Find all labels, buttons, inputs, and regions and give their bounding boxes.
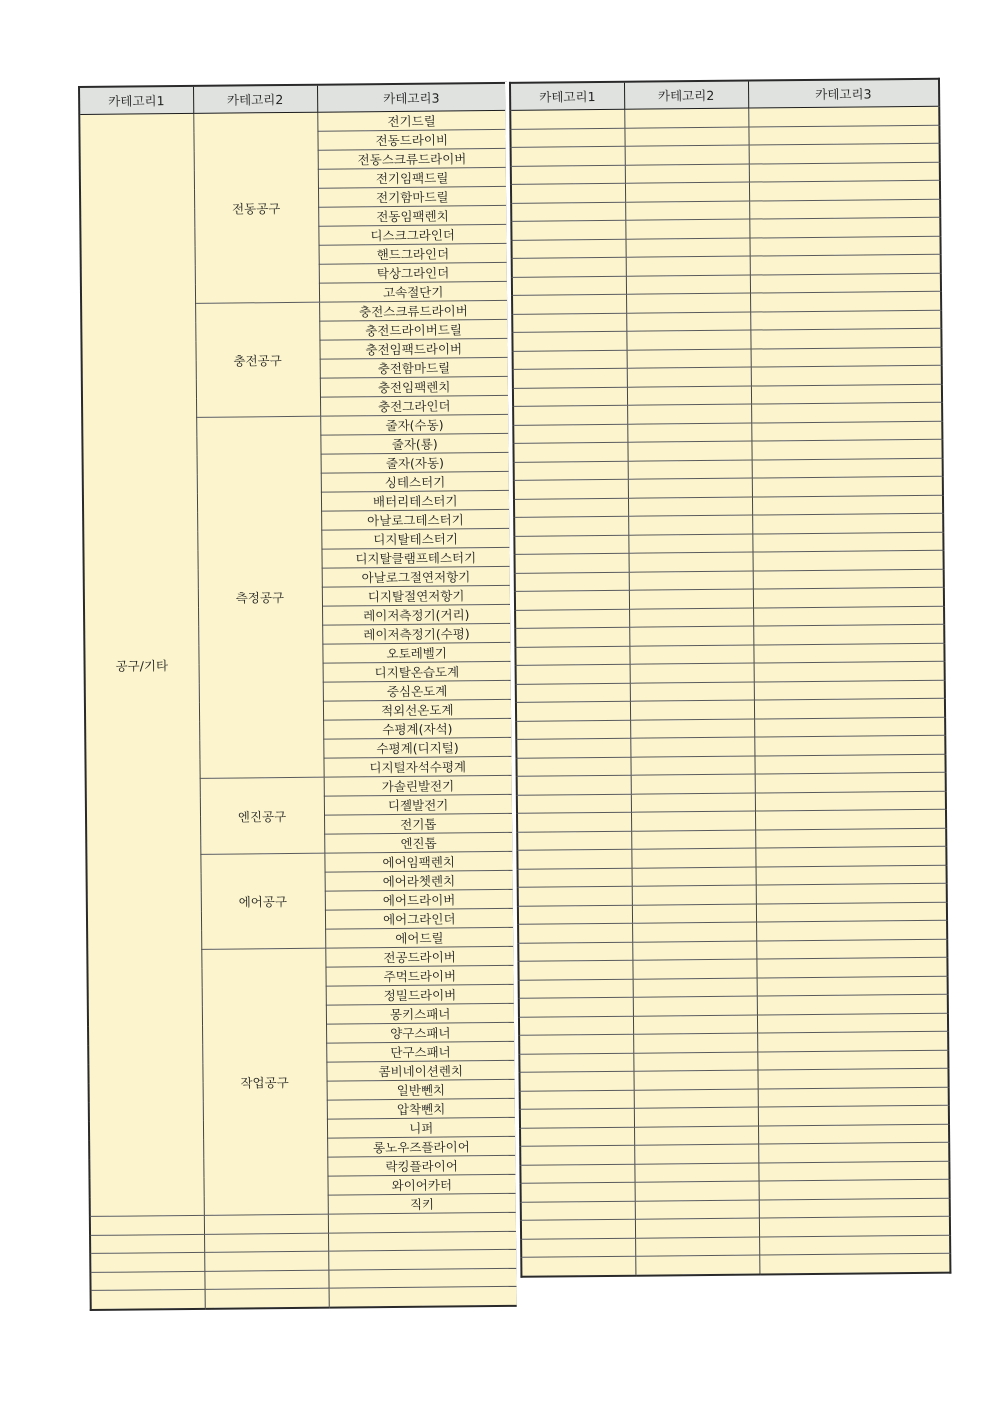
- header-cell: 카테고리2: [193, 85, 317, 114]
- empty-cell: [752, 532, 943, 552]
- empty-cell: [630, 663, 754, 683]
- header-cell: 카테고리3: [748, 79, 939, 108]
- empty-cell: [749, 143, 940, 163]
- empty-cell: [329, 1286, 518, 1307]
- empty-cell: [757, 1050, 948, 1070]
- empty-cell: [633, 996, 757, 1016]
- empty-cell: [519, 997, 633, 1017]
- empty-cell: [756, 865, 947, 885]
- category2-cell: 에어공구: [200, 853, 325, 949]
- category3-cell: 압착뻰치: [327, 1098, 516, 1119]
- empty-cell: [631, 774, 755, 794]
- empty-cell: [758, 1142, 949, 1162]
- empty-cell: [758, 1161, 949, 1181]
- empty-cell: [91, 1289, 205, 1309]
- empty-cell: [511, 146, 625, 166]
- empty-cell: [521, 1238, 635, 1258]
- category3-cell: 전기드릴: [317, 110, 506, 131]
- empty-cell: [514, 516, 628, 536]
- category3-cell: 중심온도계: [323, 680, 512, 701]
- empty-cell: [518, 886, 632, 906]
- empty-cell: [516, 738, 630, 758]
- empty-cell: [632, 959, 756, 979]
- empty-cell: [751, 421, 942, 441]
- category3-cell: 전동임팩렌치: [318, 205, 507, 226]
- category2-cell: 엔진공구: [200, 777, 325, 854]
- empty-cell: [515, 609, 629, 629]
- empty-cell: [519, 1016, 633, 1036]
- empty-cell: [514, 479, 628, 499]
- table-body: [79, 110, 517, 1309]
- category3-cell: 오토레벨기: [322, 642, 511, 663]
- category3-cell: 전기톱: [324, 813, 513, 834]
- empty-cell: [521, 1219, 635, 1239]
- empty-cell: [629, 552, 753, 572]
- category3-cell: 엔진톱: [324, 832, 513, 853]
- empty-cell: [758, 1087, 949, 1107]
- empty-cell: [757, 976, 948, 996]
- empty-cell: [516, 701, 630, 721]
- empty-cell: [631, 848, 755, 868]
- category3-cell: 와이어카터: [327, 1174, 516, 1195]
- empty-cell: [328, 1268, 517, 1288]
- category3-cell: 주먹드라이버: [325, 965, 514, 986]
- empty-cell: [634, 1163, 758, 1183]
- empty-cell: [629, 626, 753, 646]
- empty-cell: [632, 904, 756, 924]
- empty-cell: [756, 920, 947, 940]
- empty-cell: [512, 257, 626, 277]
- empty-row: [521, 1253, 950, 1276]
- category3-cell: 아날로그절연저항기: [322, 566, 511, 587]
- empty-cell: [512, 331, 626, 351]
- empty-cell: [511, 165, 625, 185]
- empty-cell: [627, 367, 751, 387]
- category3-cell: 적외선온도계: [323, 699, 512, 720]
- empty-cell: [759, 1253, 950, 1274]
- category3-cell: 콤비네이션렌치: [326, 1060, 515, 1081]
- empty-cell: [750, 273, 941, 293]
- empty-cell: [750, 291, 941, 311]
- empty-cell: [625, 145, 749, 165]
- empty-cell: [204, 1270, 328, 1290]
- empty-cell: [751, 439, 942, 459]
- empty-cell: [634, 1126, 758, 1146]
- category3-cell: 디젤발전기: [324, 794, 513, 815]
- empty-cell: [634, 1144, 758, 1164]
- empty-cell: [512, 294, 626, 314]
- category3-cell: 탁상그라인더: [319, 262, 508, 283]
- header-cell: 카테고리2: [624, 81, 748, 110]
- empty-cell: [517, 794, 631, 814]
- empty-cell: [516, 683, 630, 703]
- category3-cell: 에어드라이버: [325, 889, 514, 910]
- empty-cell: [753, 606, 944, 626]
- empty-cell: [205, 1288, 329, 1308]
- table-body: [510, 106, 950, 1276]
- category3-cell: 몽키스패너: [326, 1003, 515, 1024]
- empty-cell: [516, 757, 630, 777]
- empty-cell: [757, 1013, 948, 1033]
- empty-cell: [755, 828, 946, 848]
- empty-cell: [625, 182, 749, 202]
- empty-cell: [518, 868, 632, 888]
- header-row: [79, 83, 506, 115]
- empty-cell: [520, 1127, 634, 1147]
- empty-cell: [629, 645, 753, 665]
- empty-cell: [625, 238, 749, 258]
- empty-cell: [750, 310, 941, 330]
- empty-cell: [624, 127, 748, 147]
- empty-cell: [204, 1233, 328, 1253]
- empty-cell: [629, 571, 753, 591]
- header-row: [510, 79, 939, 111]
- empty-cell: [204, 1251, 328, 1271]
- empty-cell: [751, 347, 942, 367]
- empty-cell: [515, 627, 629, 647]
- empty-cell: [626, 256, 750, 276]
- empty-cell: [758, 1105, 949, 1125]
- empty-row: [91, 1286, 518, 1309]
- empty-cell: [511, 183, 625, 203]
- empty-cell: [512, 276, 626, 296]
- empty-cell: [511, 202, 625, 222]
- empty-cell: [517, 831, 631, 851]
- category3-cell: 에어라쳇렌치: [325, 870, 514, 891]
- empty-cell: [630, 700, 754, 720]
- empty-cell: [754, 717, 945, 737]
- category3-cell: 레이저측정기(수평): [322, 623, 511, 644]
- empty-cell: [632, 922, 756, 942]
- empty-cell: [328, 1212, 517, 1232]
- empty-cell: [518, 960, 632, 980]
- empty-cell: [634, 1089, 758, 1109]
- empty-cell: [628, 534, 752, 554]
- category2-cell: 작업공구: [201, 948, 328, 1215]
- category3-cell: 니퍼: [327, 1117, 516, 1138]
- empty-cell: [515, 646, 629, 666]
- empty-cell: [635, 1218, 759, 1238]
- empty-cell: [90, 1252, 204, 1272]
- empty-cell: [512, 313, 626, 333]
- empty-cell: [513, 387, 627, 407]
- category3-cell: 디지탈절연저항기: [322, 585, 511, 606]
- empty-cell: [511, 239, 625, 259]
- empty-cell: [630, 719, 754, 739]
- category-sheet: [78, 78, 950, 1320]
- empty-cell: [754, 735, 945, 755]
- empty-cell: [520, 1145, 634, 1165]
- category3-cell: 충전그라인더: [320, 395, 509, 416]
- empty-cell: [633, 1015, 757, 1035]
- empty-cell: [759, 1235, 950, 1255]
- header-cell: 카테고리3: [317, 83, 506, 112]
- empty-cell: [750, 254, 941, 274]
- empty-cell: [635, 1181, 759, 1201]
- empty-cell: [759, 1216, 950, 1236]
- category3-cell: 싱테스터기: [321, 471, 510, 492]
- category3-cell: 수평계(자석): [323, 718, 512, 739]
- category3-cell: 전동드라이비: [317, 129, 506, 150]
- category3-cell: 충전스크류드라이버: [319, 300, 508, 321]
- empty-cell: [753, 550, 944, 570]
- category-table-left: [78, 82, 519, 1311]
- empty-cell: [627, 423, 751, 443]
- empty-cell: [517, 849, 631, 869]
- empty-cell: [204, 1214, 328, 1234]
- empty-cell: [521, 1182, 635, 1202]
- category3-cell: 가솔린발전기: [324, 775, 513, 796]
- empty-cell: [633, 1033, 757, 1053]
- empty-cell: [753, 587, 944, 607]
- empty-cell: [628, 460, 752, 480]
- empty-cell: [514, 498, 628, 518]
- empty-cell: [519, 979, 633, 999]
- empty-cell: [90, 1271, 204, 1291]
- empty-cell: [627, 441, 751, 461]
- empty-cell: [625, 164, 749, 184]
- empty-cell: [328, 1231, 517, 1251]
- empty-cell: [515, 572, 629, 592]
- empty-cell: [756, 957, 947, 977]
- empty-cell: [515, 590, 629, 610]
- category3-cell: 충전드라이버드릴: [319, 319, 508, 340]
- empty-cell: [513, 368, 627, 388]
- empty-cell: [519, 1034, 633, 1054]
- empty-cell: [751, 384, 942, 404]
- category3-cell: 락킹플라이어: [327, 1155, 516, 1176]
- empty-cell: [755, 772, 946, 792]
- category3-cell: 충전임팩드라이버: [319, 338, 508, 359]
- empty-cell: [754, 680, 945, 700]
- category3-cell: 핸드그라인더: [319, 243, 508, 264]
- empty-cell: [753, 569, 944, 589]
- empty-cell: [518, 942, 632, 962]
- empty-cell: [628, 515, 752, 535]
- category3-cell: 충전함마드릴: [320, 357, 509, 378]
- empty-cell: [513, 424, 627, 444]
- empty-cell: [627, 386, 751, 406]
- empty-cell: [328, 1249, 517, 1269]
- empty-cell: [749, 217, 940, 237]
- category3-cell: 직키: [328, 1193, 517, 1214]
- empty-cell: [752, 513, 943, 533]
- category3-cell: 레이저측정기(거리): [322, 604, 511, 625]
- category3-cell: 일반뻰치: [327, 1079, 516, 1100]
- empty-cell: [514, 535, 628, 555]
- empty-cell: [513, 442, 627, 462]
- category3-cell: 줄자(수동): [320, 414, 509, 435]
- empty-cell: [751, 365, 942, 385]
- empty-cell: [627, 404, 751, 424]
- empty-cell: [748, 125, 939, 145]
- empty-cell: [629, 589, 753, 609]
- empty-cell: [753, 643, 944, 663]
- empty-cell: [628, 497, 752, 517]
- empty-cell: [749, 236, 940, 256]
- empty-cell: [632, 867, 756, 887]
- empty-cell: [630, 737, 754, 757]
- category3-cell: 수평계(디지털): [323, 737, 512, 758]
- empty-cell: [752, 476, 943, 496]
- category3-cell: 전동스크류드라이버: [318, 148, 507, 169]
- category3-cell: 줄자(자동): [321, 452, 510, 473]
- empty-cell: [633, 1070, 757, 1090]
- category1-cell: 공구/기타: [79, 113, 204, 1216]
- category3-cell: 전공드라이버: [325, 946, 514, 967]
- empty-cell: [90, 1234, 204, 1254]
- category3-cell: 정밀드라이버: [326, 984, 515, 1005]
- category3-cell: 배터리테스터기: [321, 490, 510, 511]
- category3-cell: 단구스패너: [326, 1041, 515, 1062]
- empty-cell: [516, 720, 630, 740]
- empty-cell: [759, 1179, 950, 1199]
- category3-cell: 고속절단기: [319, 281, 508, 302]
- empty-cell: [635, 1237, 759, 1257]
- empty-cell: [755, 809, 946, 829]
- category3-cell: 에어임팩렌치: [324, 851, 513, 872]
- category2-cell: 측정공구: [196, 416, 323, 778]
- empty-cell: [515, 553, 629, 573]
- empty-cell: [628, 478, 752, 498]
- empty-cell: [757, 1068, 948, 1088]
- empty-cell: [751, 402, 942, 422]
- empty-cell: [631, 830, 755, 850]
- empty-cell: [759, 1198, 950, 1218]
- empty-cell: [517, 775, 631, 795]
- empty-cell: [633, 1052, 757, 1072]
- empty-cell: [626, 312, 750, 332]
- empty-cell: [757, 1031, 948, 1051]
- empty-cell: [630, 682, 754, 702]
- empty-cell: [756, 902, 947, 922]
- empty-cell: [635, 1200, 759, 1220]
- empty-cell: [624, 108, 748, 128]
- empty-cell: [755, 846, 946, 866]
- empty-cell: [513, 350, 627, 370]
- empty-cell: [514, 461, 628, 481]
- empty-cell: [627, 349, 751, 369]
- empty-cell: [753, 624, 944, 644]
- empty-cell: [520, 1090, 634, 1110]
- empty-cell: [626, 293, 750, 313]
- empty-cell: [518, 905, 632, 925]
- empty-cell: [631, 793, 755, 813]
- category3-cell: 롱노우즈플라이어: [327, 1136, 516, 1157]
- empty-cell: [752, 458, 943, 478]
- empty-cell: [625, 219, 749, 239]
- empty-cell: [510, 128, 624, 148]
- category3-cell: 디지탈테스터기: [321, 528, 510, 549]
- category3-cell: 양구스패너: [326, 1022, 515, 1043]
- empty-cell: [754, 661, 945, 681]
- empty-cell: [755, 791, 946, 811]
- empty-cell: [521, 1256, 635, 1276]
- empty-cell: [626, 330, 750, 350]
- empty-cell: [631, 811, 755, 831]
- category3-cell: 아날로그테스터기: [321, 509, 510, 530]
- category2-cell: 충전공구: [195, 302, 320, 417]
- category3-cell: 에어드릴: [325, 927, 514, 948]
- empty-cell: [517, 812, 631, 832]
- empty-cell: [752, 495, 943, 515]
- empty-cell: [519, 1071, 633, 1091]
- empty-cell: [510, 109, 624, 129]
- empty-cell: [635, 1255, 759, 1275]
- empty-cell: [516, 664, 630, 684]
- header-cell: 카테고리1: [510, 82, 624, 111]
- empty-cell: [632, 885, 756, 905]
- empty-cell: [749, 162, 940, 182]
- empty-cell: [625, 201, 749, 221]
- empty-cell: [749, 180, 940, 200]
- empty-cell: [632, 941, 756, 961]
- header-cell: 카테고리1: [79, 86, 193, 115]
- empty-cell: [513, 405, 627, 425]
- empty-cell: [749, 199, 940, 219]
- empty-cell: [518, 923, 632, 943]
- empty-cell: [520, 1164, 634, 1184]
- empty-cell: [754, 754, 945, 774]
- category3-cell: 디지탈온습도계: [323, 661, 512, 682]
- empty-cell: [634, 1107, 758, 1127]
- empty-cell: [629, 608, 753, 628]
- empty-cell: [748, 106, 939, 126]
- empty-cell: [511, 220, 625, 240]
- empty-cell: [756, 883, 947, 903]
- empty-cell: [750, 328, 941, 348]
- empty-cell: [758, 1124, 949, 1144]
- empty-cell: [756, 939, 947, 959]
- empty-cell: [754, 698, 945, 718]
- category3-cell: 전기임팩드릴: [318, 167, 507, 188]
- empty-cell: [520, 1108, 634, 1128]
- category3-cell: 디지탈클램프테스터기: [321, 547, 510, 568]
- category3-cell: 디지털자석수평계: [323, 756, 512, 777]
- category-table-right: [509, 78, 951, 1278]
- empty-cell: [757, 994, 948, 1014]
- empty-cell: [90, 1215, 204, 1235]
- empty-cell: [626, 275, 750, 295]
- category3-cell: 에어그라인더: [325, 908, 514, 929]
- category3-cell: 충전임팩렌치: [320, 376, 509, 397]
- empty-cell: [521, 1201, 635, 1221]
- category3-cell: 줄자(룡): [320, 433, 509, 454]
- empty-cell: [630, 756, 754, 776]
- empty-cell: [519, 1053, 633, 1073]
- category3-cell: 전기함마드릴: [318, 186, 507, 207]
- empty-cell: [633, 978, 757, 998]
- category3-cell: 디스크그라인더: [318, 224, 507, 245]
- category2-cell: 전동공구: [193, 112, 319, 303]
